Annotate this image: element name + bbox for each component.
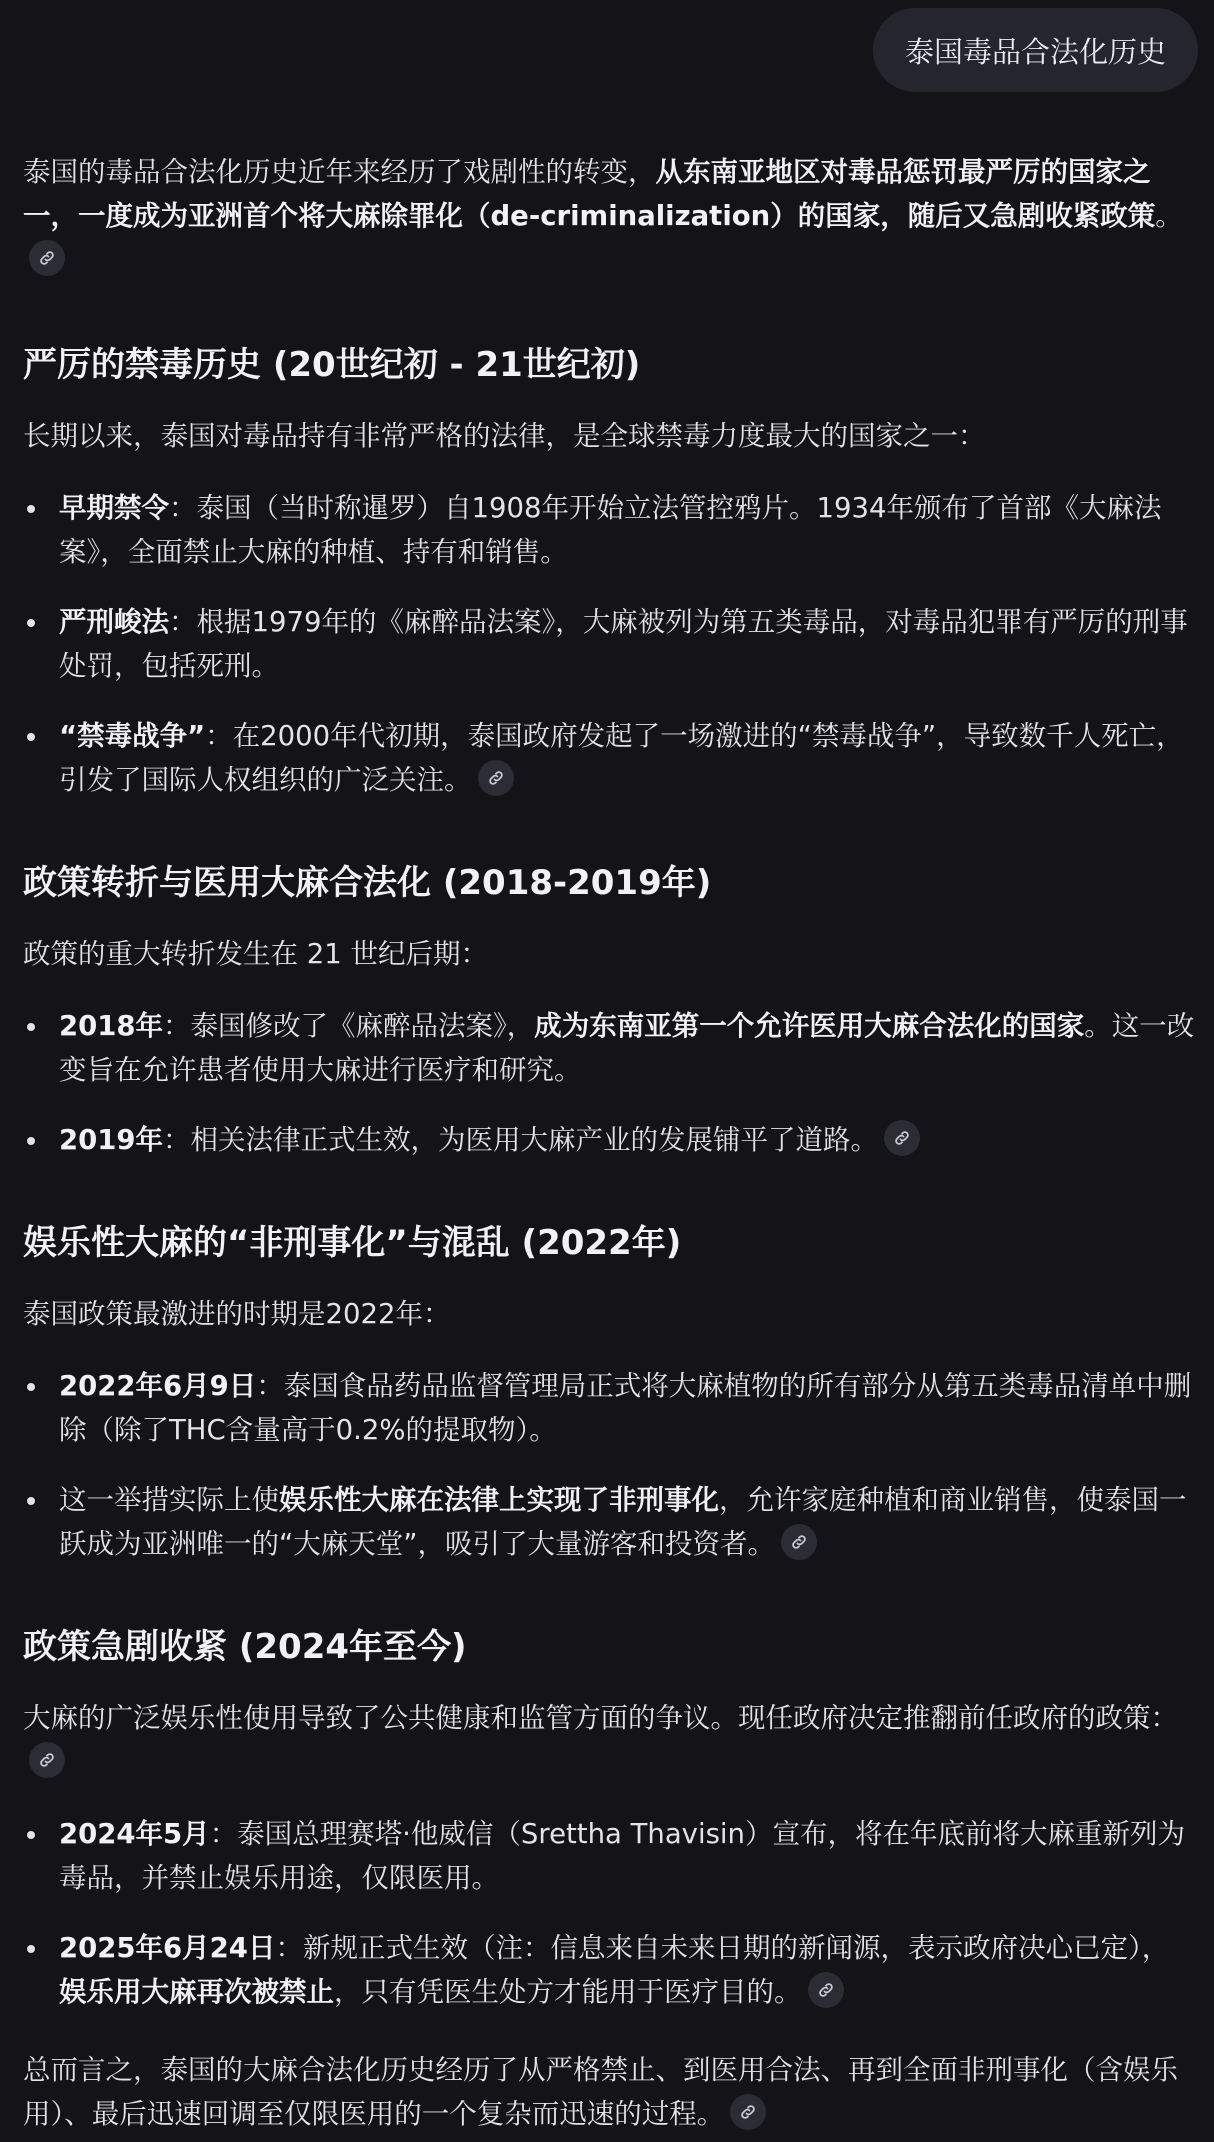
item-bold-label: 2024年5月	[59, 1818, 210, 1850]
user-message-text: 泰国毒品合法化历史	[904, 34, 1166, 69]
list-item	[23, 1812, 1195, 1900]
item-bold-label: 2018年	[59, 1010, 164, 1042]
citation-link-icon[interactable]	[478, 760, 514, 796]
list-item	[23, 1926, 1195, 2014]
item-text: ：相关法律正式生效，为医用大麻产业的发展铺平了道路。	[163, 1124, 879, 1156]
item-text: ，只有凭医生处方才能用于医疗目的。	[334, 1976, 802, 2008]
list-item	[23, 1004, 1195, 1092]
section-heading: 政策急剧收紧 (2024年至今)	[23, 1627, 467, 1667]
item-text: ：泰国总理赛塔·他威信（Srettha Thavisin）宣布，将在年底前将大麻重新列为毒品，并禁止娱乐用途，仅限医用。	[59, 1818, 1185, 1894]
item-text: ，允许家庭种植和商业销售，使泰国一跃成为亚洲唯一的“大麻天堂”，吸引了大量游客和投资者。	[59, 1484, 1187, 1560]
item-bold-text: 娱乐用大麻再次被禁止	[59, 1976, 334, 2008]
item-text: ：根据1979年的《麻醉品法案》，大麻被列为第五类毒品，对毒品犯罪有严厉的刑事处罚，包括死刑。	[59, 606, 1188, 682]
conclusion-text: 总而言之，泰国的大麻合法化历史经历了从严格禁止、到医用合法、再到全面非刑事化（含娱乐用）、最后迅速回调至仅限医用的一个复杂而迅速的过程。	[23, 2054, 1178, 2130]
bullet-list	[23, 1364, 1195, 1566]
list-item	[23, 1118, 1195, 1162]
bullet-list	[23, 486, 1195, 802]
citation-link-icon[interactable]	[730, 2094, 766, 2130]
section-lead: 长期以来，泰国对毒品持有非常严格的法律，是全球禁毒力度最大的国家之一：	[23, 420, 986, 452]
item-bold-text: 娱乐性大麻在法律上实现了非刑事化	[279, 1484, 719, 1516]
section-heading: 严厉的禁毒历史 (20世纪初 - 21世纪初)	[23, 345, 641, 385]
list-item	[23, 1478, 1195, 1566]
intro-bold-text: 从东南亚地区对毒品惩罚最严厉的国家之一，一度成为亚洲首个将大麻除罪化（de-criminalization）的国家，随后又急剧收紧政策	[23, 156, 1156, 232]
section-heading: 政策转折与医用大麻合法化 (2018-2019年)	[23, 863, 712, 903]
list-item	[23, 1364, 1195, 1452]
item-text: ：新规正式生效（注：信息来自未来日期的新闻源，表示政府决心已定），	[275, 1932, 1170, 1964]
item-bold-label: 2022年6月9日	[59, 1370, 257, 1402]
citation-link-icon[interactable]	[808, 1972, 844, 2008]
lead-text: 大麻的广泛娱乐性使用导致了公共健康和监管方面的争议。现任政府决定推翻前任政府的政策：	[23, 1702, 1178, 1734]
bullet-list	[23, 1812, 1195, 2014]
intro-text-end: 。	[1155, 200, 1183, 232]
item-text: 。这一改变旨在允许患者使用大麻进行医疗和研究。	[59, 1010, 1195, 1086]
section-lead	[23, 1696, 1195, 1784]
intro-paragraph	[23, 150, 1195, 282]
item-text: ：在2000年代初期，泰国政府发起了一场激进的“禁毒战争”，导致数千人死亡，引发了国际人权组织的广泛关注。	[59, 720, 1184, 796]
item-bold-label: 严刑峻法	[59, 606, 169, 638]
item-bold-label: 早期禁令	[59, 492, 169, 524]
bullet-list	[23, 1004, 1195, 1162]
assistant-response	[23, 150, 1195, 2136]
item-text: 这一举措实际上使	[59, 1484, 279, 1516]
section-lead: 政策的重大转折发生在 21 世纪后期：	[23, 938, 488, 970]
item-text: ：泰国修改了《麻醉品法案》，	[163, 1010, 535, 1042]
item-bold-text: 成为东南亚第一个允许医用大麻合法化的国家	[534, 1010, 1085, 1042]
section-heading: 娱乐性大麻的“非刑事化”与混乱 (2022年)	[23, 1223, 682, 1263]
list-item	[23, 486, 1195, 574]
section-lead: 泰国政策最激进的时期是2022年：	[23, 1298, 451, 1330]
list-item	[23, 714, 1195, 802]
list-item	[23, 600, 1195, 688]
item-text: ：泰国食品药品监督管理局正式将大麻植物的所有部分从第五类毒品清单中删除（除了THC含量高于0.2%的提取物）。	[59, 1370, 1192, 1446]
item-bold-label: 2025年6月24日	[59, 1932, 276, 1964]
citation-link-icon[interactable]	[781, 1524, 817, 1560]
citation-link-icon[interactable]	[29, 240, 65, 276]
citation-link-icon[interactable]	[29, 1742, 65, 1778]
user-message-bubble	[873, 8, 1198, 92]
conclusion-paragraph	[23, 2048, 1195, 2136]
intro-text: 泰国的毒品合法化历史近年来经历了戏剧性的转变，	[23, 156, 656, 188]
item-bold-label: 2019年	[59, 1124, 164, 1156]
item-text: ：泰国（当时称暹罗）自1908年开始立法管控鸦片。1934年颁布了首部《大麻法案》，全面禁止大麻的种植、持有和销售。	[59, 492, 1162, 568]
item-bold-label: “禁毒战争”	[59, 720, 206, 752]
citation-link-icon[interactable]	[884, 1120, 920, 1156]
